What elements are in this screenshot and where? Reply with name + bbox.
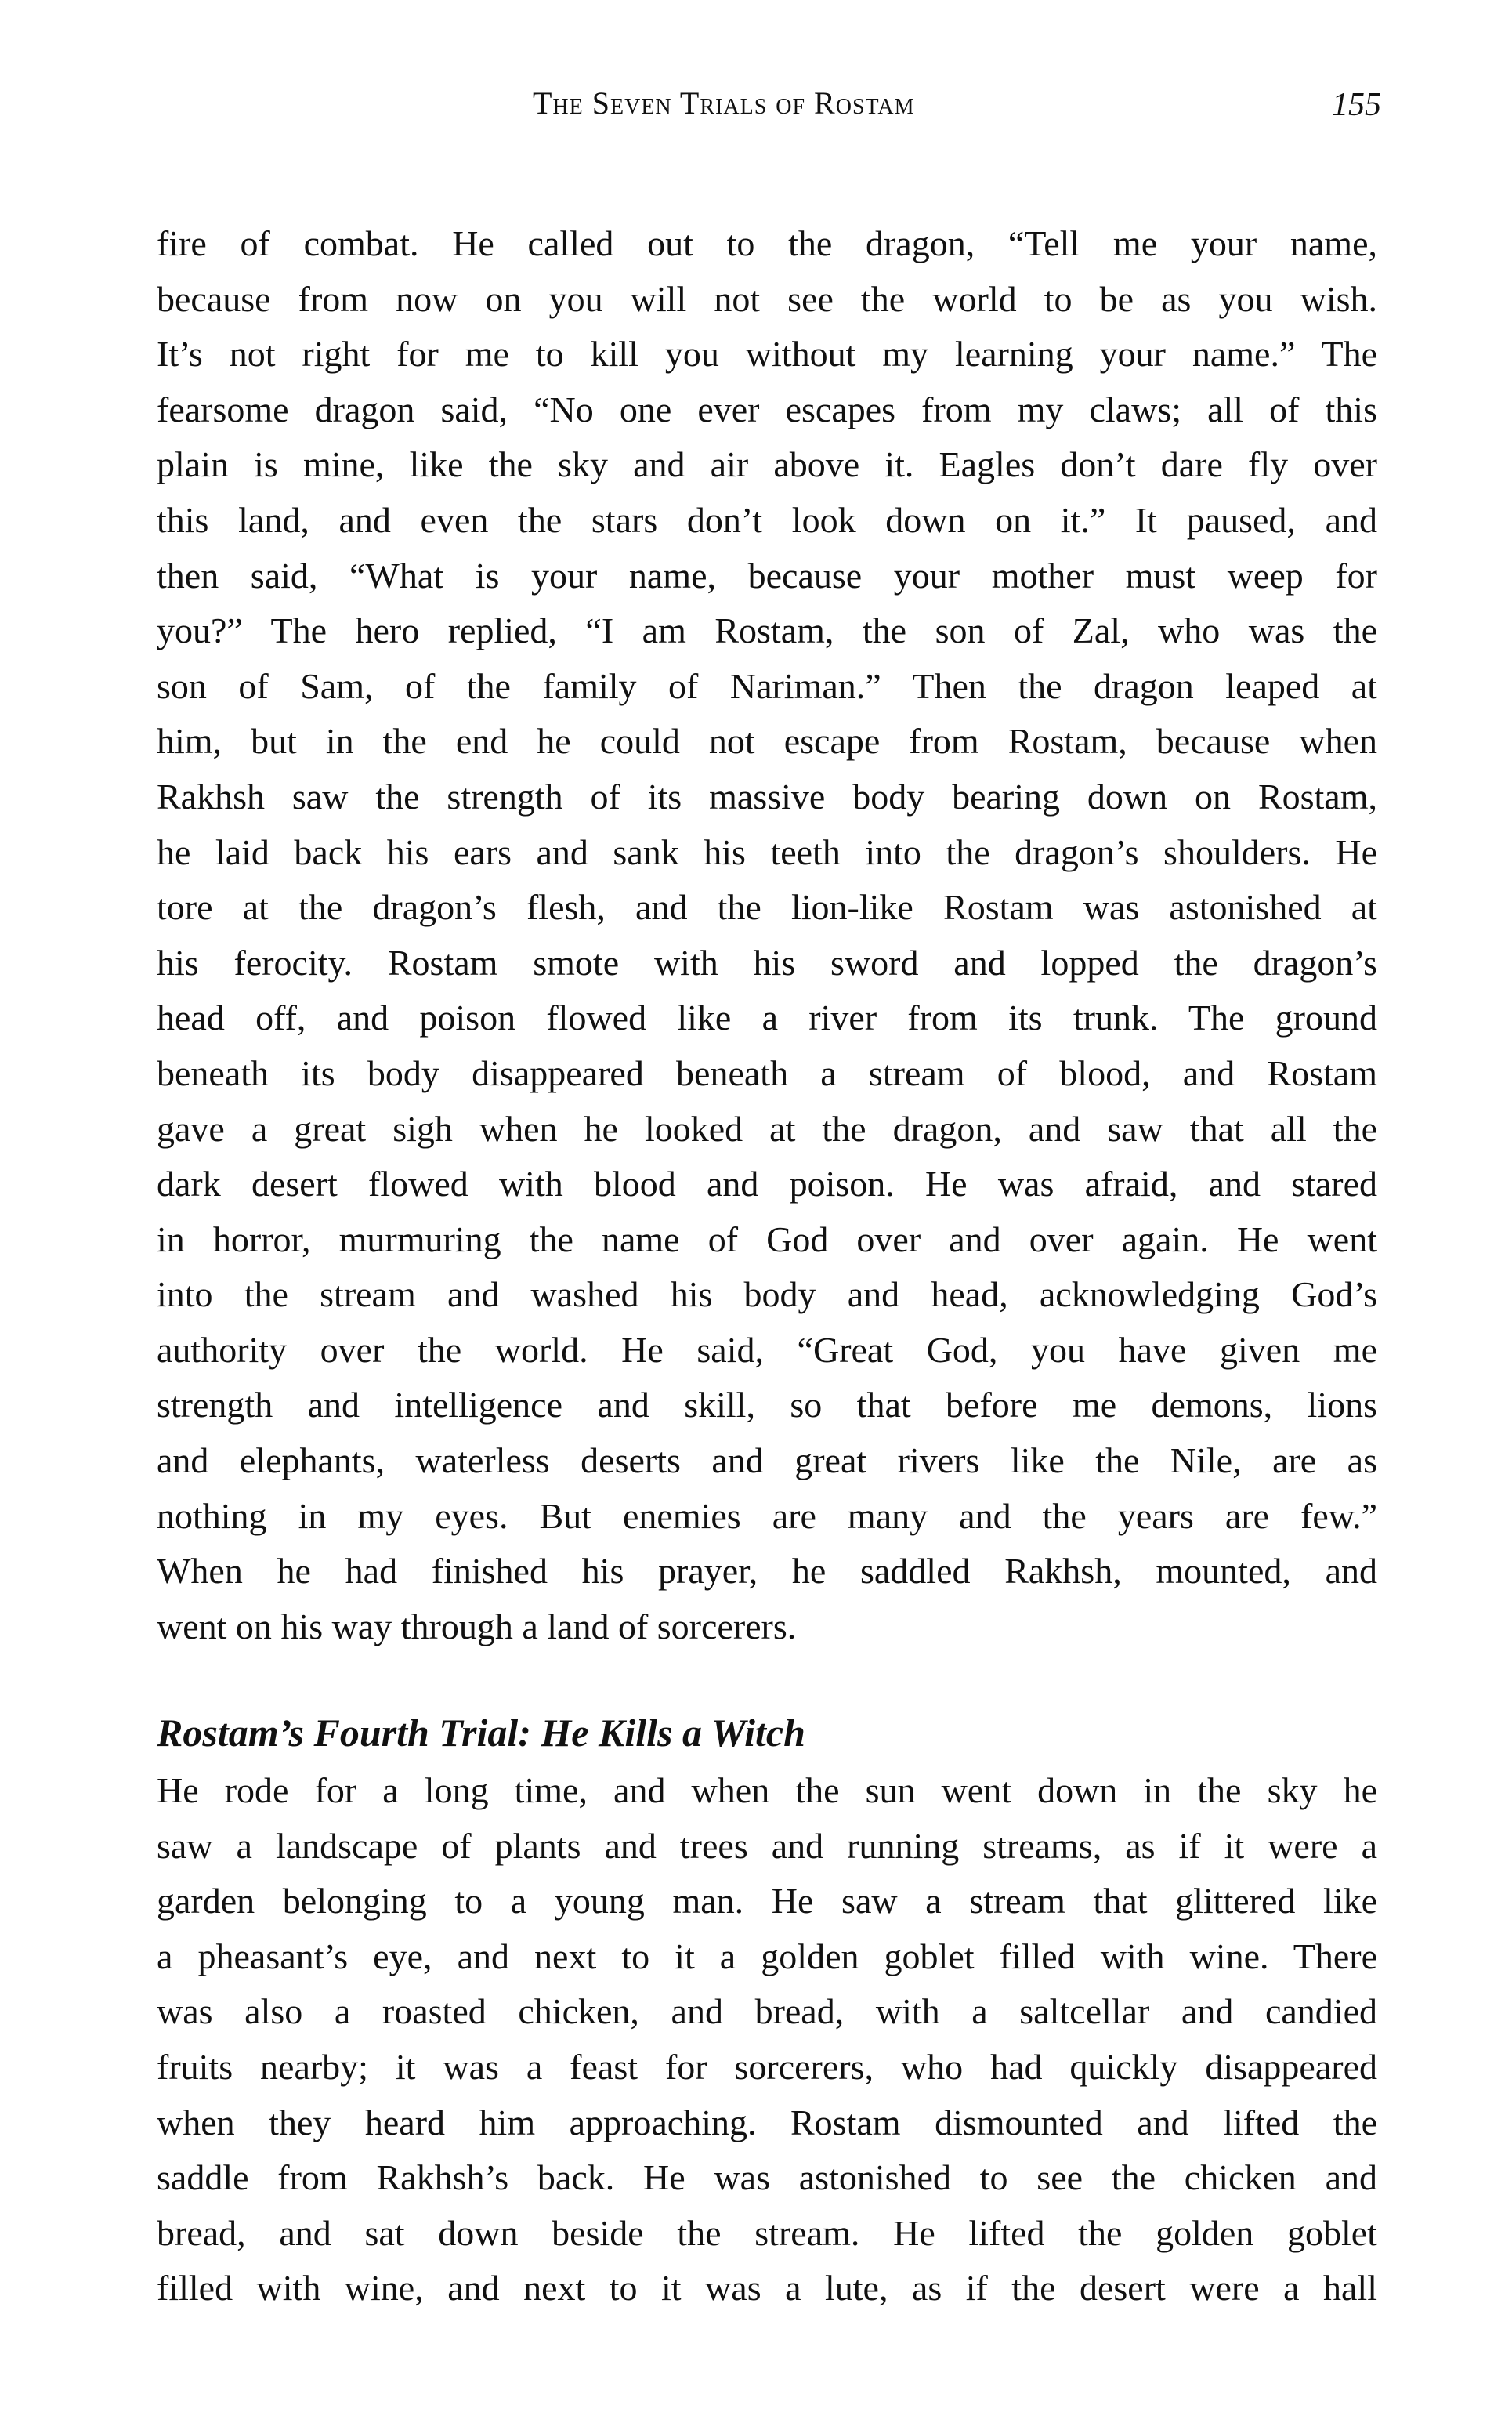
text-line: fire of combat. He called out to the dragon, “Tell me your name, [157, 223, 1377, 263]
text-line: saddle from Rakhsh’s back. He was astonished to see the chicken and [157, 2157, 1377, 2198]
text-line: gave a great sigh when he looked at the dragon, and saw that all the [157, 1108, 1377, 1149]
text-line: was also a roasted chicken, and bread, with a saltcellar and candied [157, 1991, 1377, 2032]
paragraph-dragon-trial-end [157, 216, 1377, 1654]
text-line: him, but in the end he could not escape from Rostam, because when [157, 721, 1377, 762]
text-line: bread, and sat down beside the stream. He lifted the golden goblet [157, 2212, 1377, 2253]
text-line: tore at the dragon’s flesh, and the lion-like Rostam was astonished at [157, 887, 1377, 928]
text-line: in horror, murmuring the name of God over and over again. He went [157, 1219, 1377, 1259]
paragraph-fourth-trial [157, 1763, 1377, 2316]
text-line: because from now on you will not see the world to be as you wish. [157, 278, 1377, 319]
text-line: authority over the world. He said, “Great God, you have given me [157, 1329, 1377, 1370]
page-number: 155 [1332, 87, 1381, 123]
text-line: his ferocity. Rostam smote with his sword and lopped the dragon’s [157, 942, 1377, 983]
text-line: you?” The hero replied, “I am Rostam, the son of Zal, who was the [157, 610, 1377, 651]
text-line: he laid back his ears and sank his teeth into the dragon’s shoulders. He [157, 831, 1377, 872]
text-line: fearsome dragon said, “No one ever escapes from my claws; all of this [157, 389, 1377, 429]
text-line: dark desert flowed with blood and poison. He was afraid, and stared [157, 1164, 1377, 1204]
text-line: plain is mine, like the sky and air above it. Eagles don’t dare fly over [157, 444, 1377, 485]
text-line: beneath its body disappeared beneath a stream of blood, and Rostam [157, 1052, 1377, 1093]
text-line: saw a landscape of plants and trees and running streams, as if it were a [157, 1825, 1377, 1866]
text-line: He rode for a long time, and when the sun went down in the sky he [157, 1770, 1377, 1810]
text-line: a pheasant’s eye, and next to it a golden goblet filled with wine. There [157, 1936, 1377, 1976]
text-line: into the stream and washed his body and head, acknowledging God’s [157, 1274, 1377, 1315]
text-line: fruits nearby; it was a feast for sorcerers, who had quickly disappeared [157, 2046, 1377, 2087]
running-title: The Seven Trials of Rostam [533, 85, 915, 121]
text-line: nothing in my eyes. But enemies are many and the years are few.” [157, 1495, 1377, 1536]
text-line: Rakhsh saw the strength of its massive body bearing down on Rostam, [157, 776, 1377, 817]
text-line: garden belonging to a young man. He saw a stream that glittered like [157, 1881, 1377, 1921]
running-head [0, 85, 1512, 124]
text-line: strength and intelligence and skill, so that before me demons, lions [157, 1385, 1377, 1425]
text-line: When he had finished his prayer, he saddled Rakhsh, mounted, and [157, 1551, 1377, 1592]
text-line: head off, and poison flowed like a river from its trunk. The ground [157, 998, 1377, 1038]
text-line: then said, “What is your name, because your mother must weep for [157, 555, 1377, 596]
text-line: went on his way through a land of sorcerers. [157, 1606, 797, 1646]
text-line: when they heard him approaching. Rostam dismounted and lifted the [157, 2102, 1377, 2142]
text-line: and elephants, waterless deserts and great rivers like the Nile, are as [157, 1440, 1377, 1481]
text-line: It’s not right for me to kill you without my learning your name.” The [157, 334, 1377, 375]
text-line: son of Sam, of the family of Nariman.” Then the dragon leaped at [157, 665, 1377, 706]
text-line: this land, and even the stars don’t look down on it.” It paused, and [157, 499, 1377, 540]
section-heading: Rostam’s Fourth Trial: He Kills a Witch [157, 1711, 805, 1755]
text-line: filled with wine, and next to it was a lute, as if the desert were a hall [157, 2268, 1377, 2309]
